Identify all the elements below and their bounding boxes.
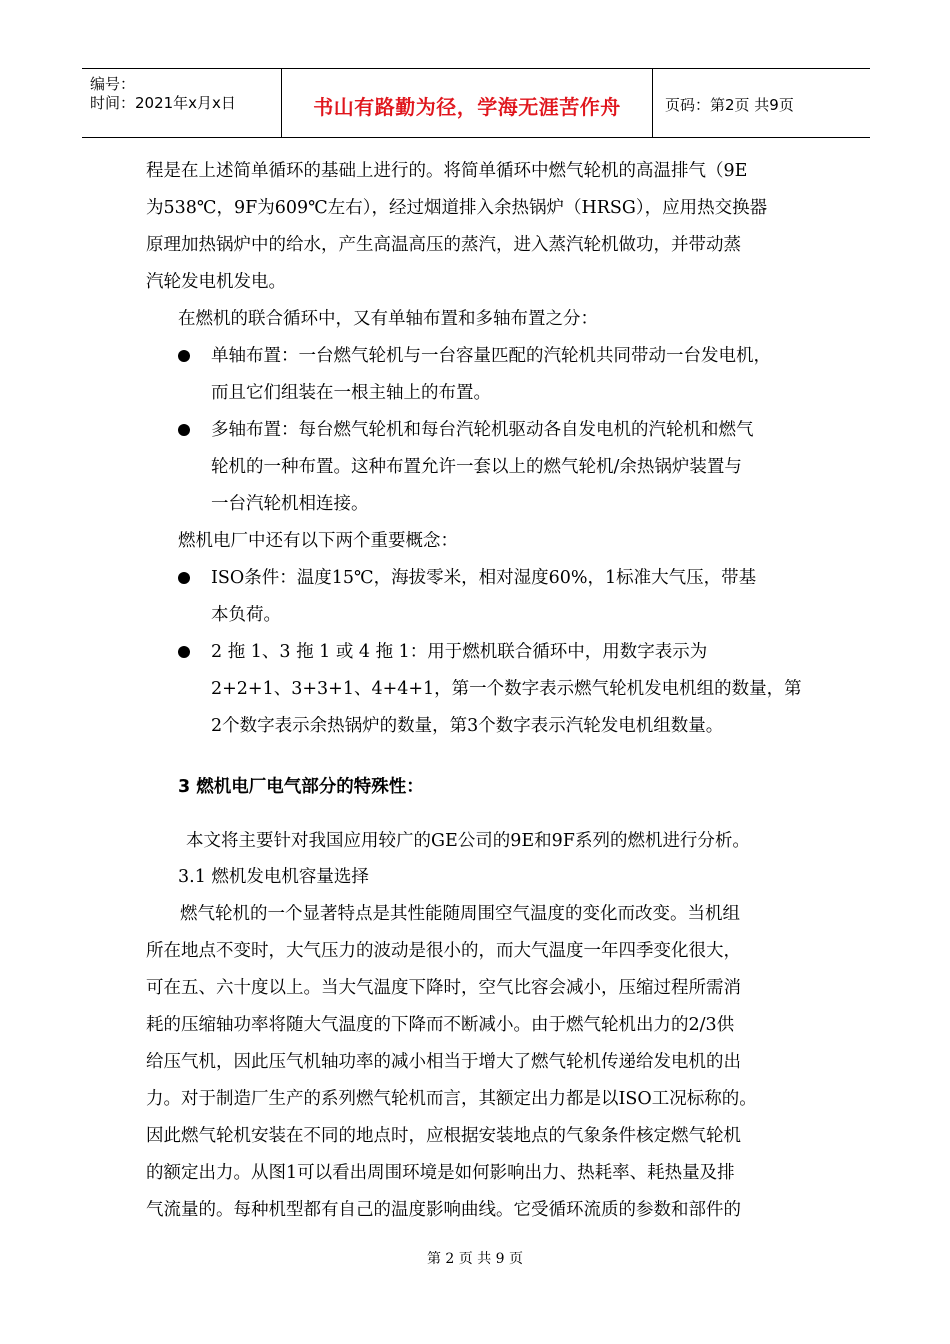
paragraph-line: 气流量的。每种机型都有自己的温度影响曲线。它受循环流质的参数和部件的 xyxy=(146,1200,741,1220)
bullet-line: 轮机的一种布置。这种布置允许一套以上的燃气轮机/余热锅炉装置与 xyxy=(211,457,742,477)
document-date-label: 时间：2021年x月x日 xyxy=(90,94,236,112)
bullet-line: 一台汽轮机相连接。 xyxy=(211,494,369,514)
bullet-line: 2 拖 1、3 拖 1 或 4 拖 1：用于燃机联合循环中，用数字表示为 xyxy=(211,642,708,662)
paragraph-line: 力。对于制造厂生产的系列燃气轮机而言，其额定出力都是以ISO工况标称的。 xyxy=(146,1089,757,1109)
paragraph-line: 燃气轮机的一个显著特点是其性能随周围空气温度的变化而改变。当机组 xyxy=(180,904,740,924)
bullet-marker xyxy=(178,350,190,362)
paragraph-line: 耗的压缩轴功率将随大气温度的下降而不断减小。由于燃气轮机出力的2/3供 xyxy=(146,1015,735,1035)
bullet-line: 2+2+1、3+3+1、4+4+1，第一个数字表示燃气轮机发电机组的数量，第 xyxy=(211,679,802,699)
paragraph-line: 因此燃气轮机安装在不同的地点时，应根据安装地点的气象条件核定燃气轮机 xyxy=(146,1126,741,1146)
paragraph-line: 本文将主要针对我国应用较广的GE公司的9E和9F系列的燃机进行分析。 xyxy=(186,831,750,851)
bullet-line: ISO条件：温度15℃，海拔零米，相对湿度60%，1标准大气压，带基 xyxy=(211,568,757,588)
document-number-label: 编号： xyxy=(90,75,136,93)
bullet-line: 本负荷。 xyxy=(211,605,281,625)
subsection-heading: 3.1 燃机发电机容量选择 xyxy=(178,867,369,887)
header-motto: 书山有路勤为径，学海无涯苦作舟 xyxy=(313,95,621,119)
bullet-line: 单轴布置：一台燃气轮机与一台容量匹配的汽轮机共同带动一台发电机， xyxy=(211,346,771,366)
paragraph-line: 程是在上述简单循环的基础上进行的。将简单循环中燃气轮机的高温排气（9E xyxy=(146,161,748,181)
bullet-line: 2个数字表示余热锅炉的数量，第3个数字表示汽轮发电机组数量。 xyxy=(211,716,724,736)
paragraph-line: 汽轮发电机发电。 xyxy=(146,272,286,292)
header-page-cell xyxy=(653,69,870,137)
paragraph-line: 原理加热锅炉中的给水，产生高温高压的蒸汽，进入蒸汽轮机做功，并带动蒸 xyxy=(146,235,741,255)
paragraph-line: 在燃机的联合循环中，又有单轴布置和多轴布置之分： xyxy=(178,309,598,329)
paragraph-line: 给压气机，因此压气机轴功率的减小相当于增大了燃气轮机传递给发电机的出 xyxy=(146,1052,741,1072)
paragraph-line: 所在地点不变时，大气压力的波动是很小的，而大气温度一年四季变化很大， xyxy=(146,941,741,961)
bullet-marker xyxy=(178,572,190,584)
header-meta-cell xyxy=(82,69,282,137)
bullet-marker xyxy=(178,424,190,436)
paragraph-line: 燃机电厂中还有以下两个重要概念： xyxy=(178,531,458,551)
bullet-marker xyxy=(178,646,190,658)
paragraph-line: 可在五、六十度以上。当大气温度下降时，空气比容会减小，压缩过程所需消 xyxy=(146,978,741,998)
header-motto-cell xyxy=(282,69,653,137)
section-heading: 3 燃机电厂电气部分的特殊性： xyxy=(178,777,424,797)
bullet-line: 多轴布置：每台燃气轮机和每台汽轮机驱动各自发电机的汽轮机和燃气 xyxy=(211,420,754,440)
paragraph-line: 的额定出力。从图1可以看出周围环境是如何影响出力、热耗率、耗热量及排 xyxy=(146,1163,735,1183)
header-page-number: 页码：第2页 共9页 xyxy=(665,96,794,114)
bullet-line: 而且它们组装在一根主轴上的布置。 xyxy=(211,383,491,403)
page-header xyxy=(82,68,870,138)
paragraph-line: 为538℃，9F为609℃左右），经过烟道排入余热锅炉（HRSG），应用热交换器 xyxy=(146,198,768,218)
page-footer: 第 2 页 共 9 页 xyxy=(426,1251,524,1267)
